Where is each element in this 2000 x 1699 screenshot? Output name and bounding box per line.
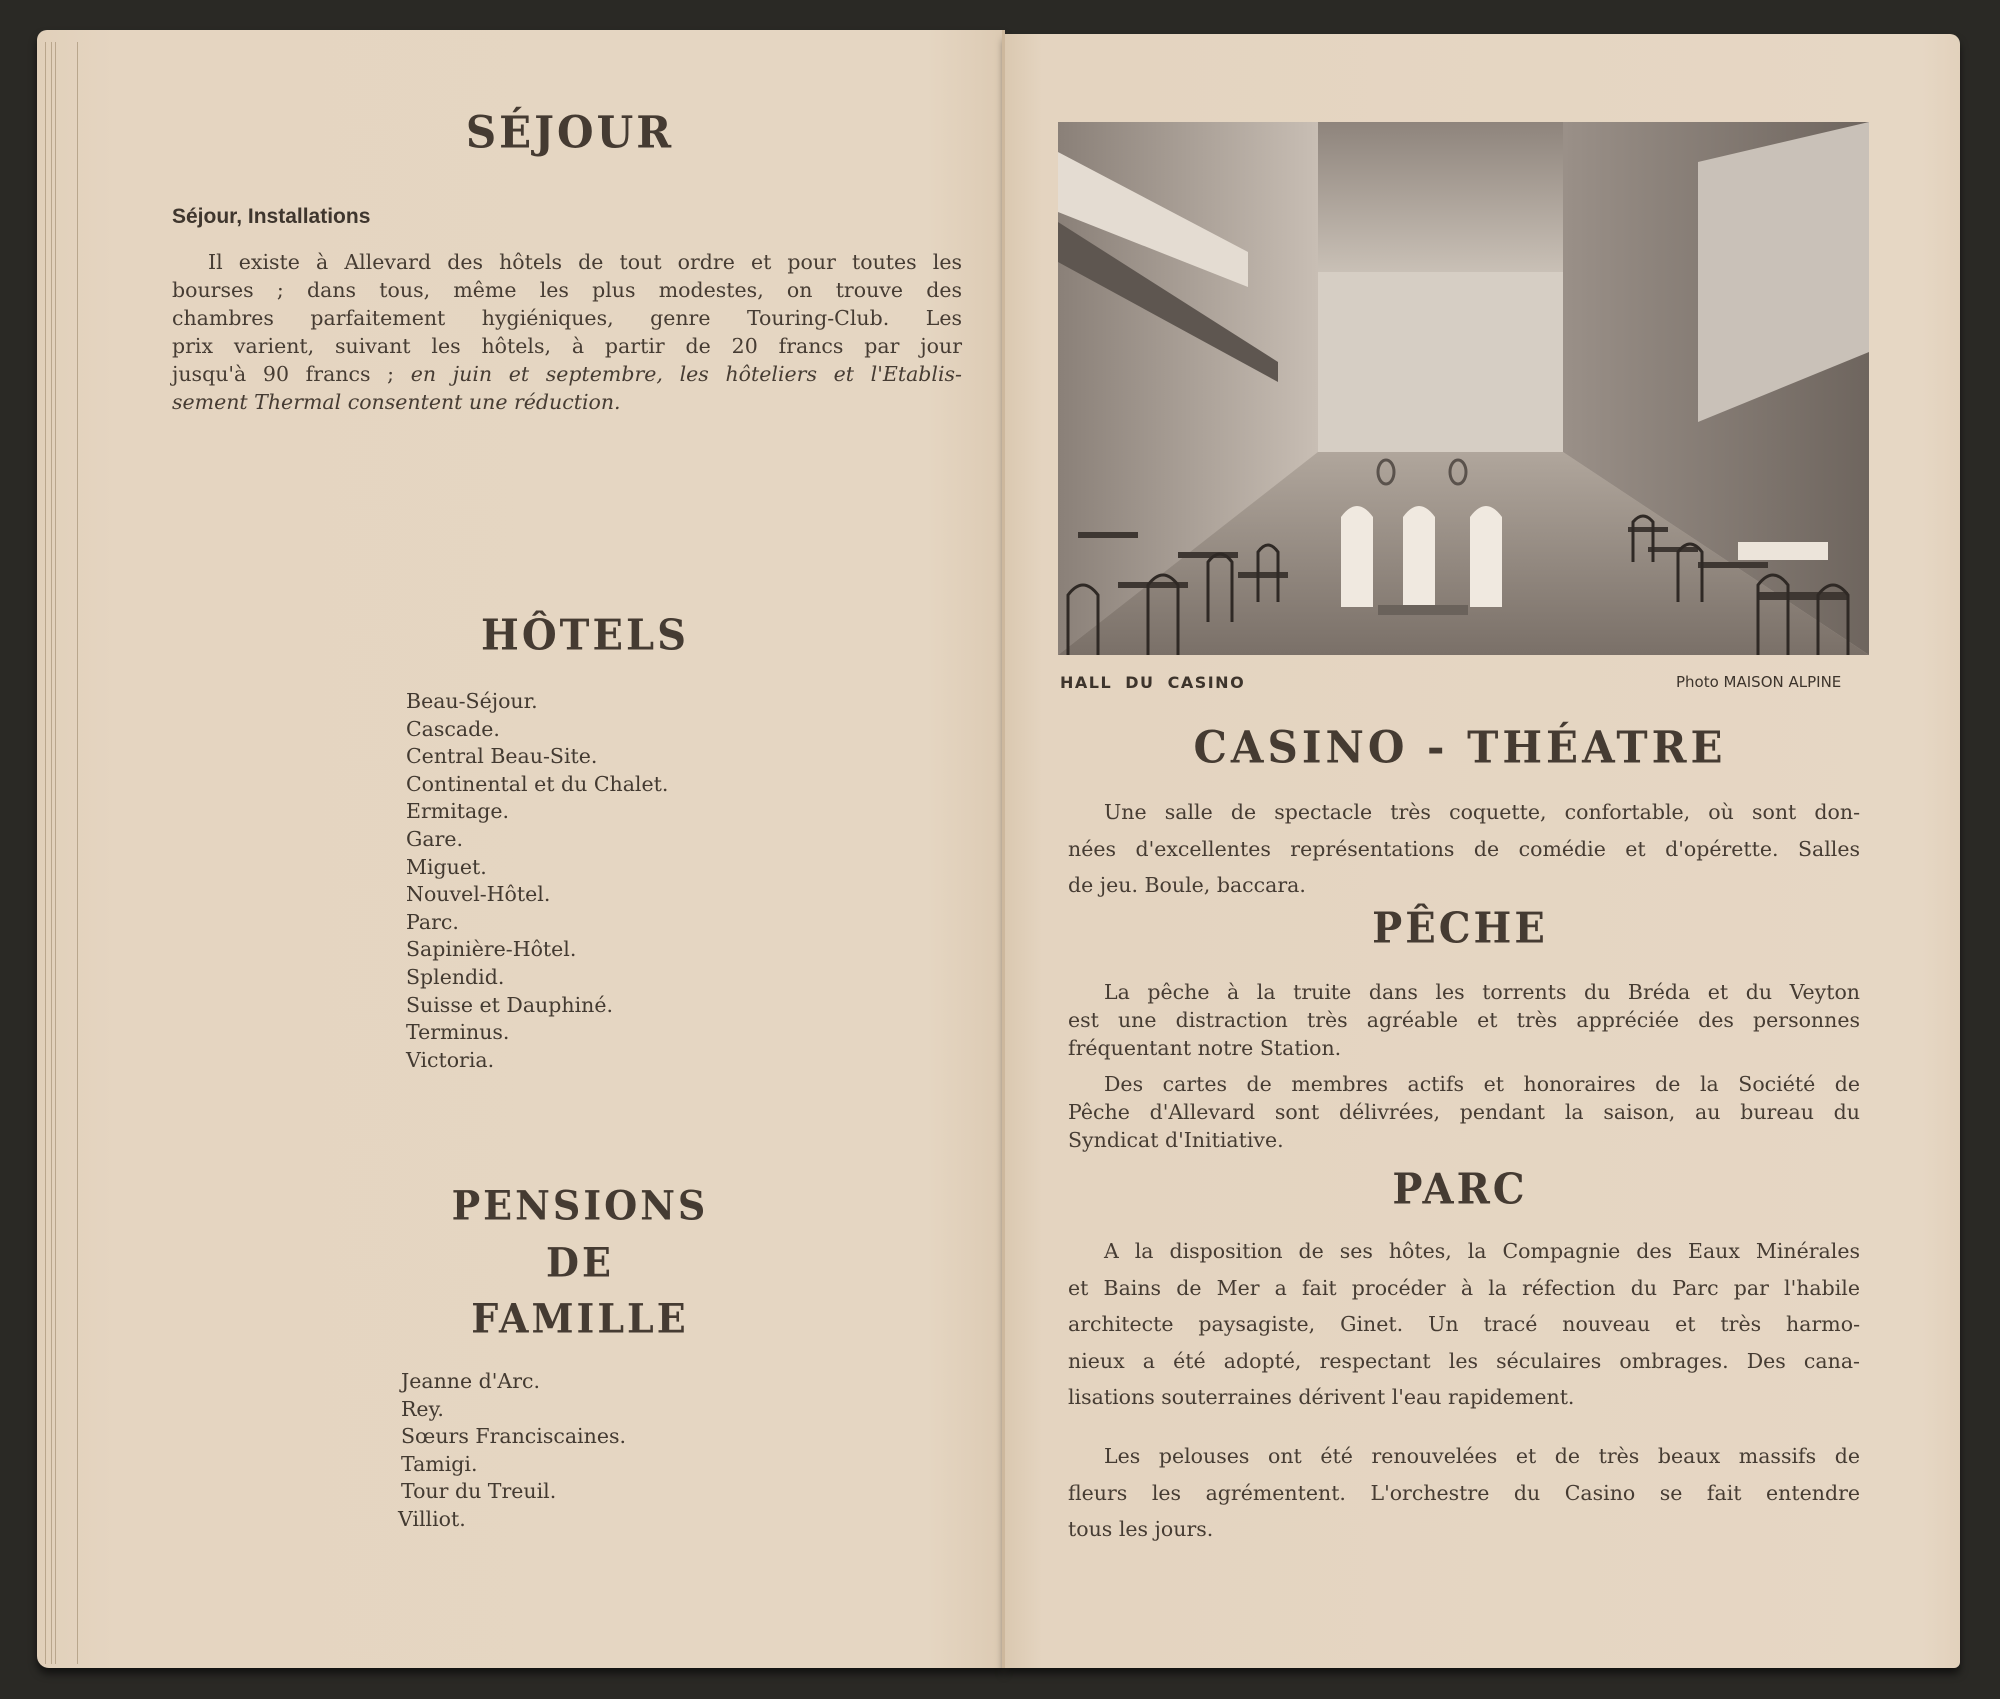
hotel-item: Ermitage.	[406, 799, 509, 824]
pension-item: Rey.	[401, 1396, 444, 1421]
para-line: Les pelouses ont été renouvelées et de très beaux massifs de	[1104, 1444, 1860, 1468]
hotel-item: Victoria.	[406, 1047, 495, 1072]
para-line: A la disposition de ses hôtes, la Compagnie des Eaux Minérales	[1104, 1239, 1860, 1263]
para-line: prix varient, suivant les hôtels, à partir de 20 francs par jour	[172, 334, 962, 358]
hotel-item: Cascade.	[406, 716, 500, 741]
pensions-title-line-2: DE	[546, 1238, 614, 1287]
pension-item: Sœurs Franciscaines.	[401, 1424, 626, 1449]
para-line: fréquentant notre Station.	[1068, 1036, 1342, 1060]
hotel-item: Parc.	[406, 909, 459, 934]
page-edge-line	[55, 42, 56, 1664]
parc-paragraph-1	[1068, 1233, 1860, 1416]
hotel-item: Gare.	[406, 826, 464, 851]
pension-item: Tamigi.	[401, 1451, 478, 1476]
para-italic: sement Thermal consentent une réduction.	[172, 390, 621, 414]
page-edge-line	[51, 42, 52, 1664]
hotel-item: Nouvel-Hôtel.	[406, 882, 551, 907]
para-line: lisations souterraines dérivent l'eau rapidement.	[1068, 1385, 1575, 1409]
para-line: nées d'excellentes représentations de comédie et d'opérette. Salles	[1068, 836, 1860, 861]
sejour-subheading: Séjour, Installations	[172, 205, 371, 228]
pension-item: Villiot.	[398, 1506, 466, 1531]
parc-paragraph-2	[1068, 1438, 1860, 1548]
para-line: architecte paysagiste, Ginet. Un tracé nouveau et très harmo-	[1068, 1312, 1860, 1336]
sejour-title: SÉJOUR	[465, 106, 675, 159]
hotel-item: Central Beau-Site.	[406, 744, 598, 769]
para-line: jusqu'à 90 francs ;	[172, 362, 395, 386]
pensions-title-line-3: FAMILLE	[471, 1294, 689, 1343]
photo-credit: Photo MAISON ALPINE	[1676, 673, 1842, 691]
pensions-title-line-1: PENSIONS	[451, 1181, 709, 1230]
sejour-paragraph	[172, 248, 962, 416]
casino-hall-illustration	[1058, 122, 1869, 655]
page-edge-line	[45, 42, 46, 1664]
hotel-item: Splendid.	[406, 964, 505, 989]
para-line: et Bains de Mer a fait procéder à la réfection du Parc par l'habile	[1068, 1275, 1860, 1300]
para-line: Syndicat d'Initiative.	[1068, 1128, 1284, 1152]
para-italic: en juin et septembre, les hôteliers et l'Etablis-	[410, 362, 962, 386]
hotels-title: HÔTELS	[481, 610, 689, 661]
peche-paragraph-1	[1068, 978, 1860, 1062]
pension-item: Jeanne d'Arc.	[401, 1369, 540, 1393]
parc-title: PARC	[1392, 1164, 1528, 1215]
pensions-list	[398, 1368, 626, 1534]
hotel-item: Miguet.	[406, 854, 487, 879]
para-line: chambres parfaitement hygiéniques, genre Touring-Club. Les	[172, 306, 962, 330]
hotel-item: Terminus.	[406, 1020, 510, 1045]
peche-title: PÊCHE	[1372, 903, 1548, 954]
para-line: Il existe à Allevard des hôtels de tout ordre et pour toutes les	[208, 250, 962, 274]
para-line: est une distraction très agréable et très appréciée des personnes	[1068, 1008, 1860, 1032]
hotel-item: Sapinière-Hôtel.	[406, 937, 577, 962]
hotel-item: Continental et du Chalet.	[406, 771, 669, 796]
para-line: Pêche d'Allevard sont délivrées, pendant la saison, au bureau du	[1068, 1100, 1860, 1124]
book-gutter	[1002, 30, 1005, 1668]
casino-theatre-title: CASINO - THÉATRE	[1193, 721, 1727, 774]
photo-caption: HALL DU CASINO	[1060, 673, 1246, 692]
para-line: Une salle de spectacle très coquette, confortable, où sont don-	[1104, 800, 1860, 824]
para-line: bourses ; dans tous, même les plus modestes, on trouve des	[172, 278, 962, 302]
para-line: nieux a été adopté, respectant les séculaires ombrages. Des cana-	[1068, 1348, 1860, 1373]
hotel-item: Beau-Séjour.	[406, 689, 538, 713]
pension-item: Tour du Treuil.	[401, 1479, 557, 1504]
para-line: La pêche à la truite dans les torrents du Bréda et du Veyton	[1104, 980, 1860, 1004]
page-edge-line	[77, 42, 78, 1664]
casino-paragraph	[1068, 794, 1860, 904]
hotels-list	[406, 688, 668, 1074]
para-line: fleurs les agrémentent. L'orchestre du Casino se fait entendre	[1068, 1480, 1860, 1505]
para-line: Des cartes de membres actifs et honoraires de la Société de	[1104, 1072, 1860, 1096]
hotel-item: Suisse et Dauphiné.	[406, 992, 613, 1017]
para-line: tous les jours.	[1068, 1517, 1214, 1541]
peche-paragraph-2	[1068, 1070, 1860, 1154]
hall-du-casino-photo	[1058, 122, 1869, 655]
para-line: de jeu. Boule, baccara.	[1068, 873, 1306, 897]
